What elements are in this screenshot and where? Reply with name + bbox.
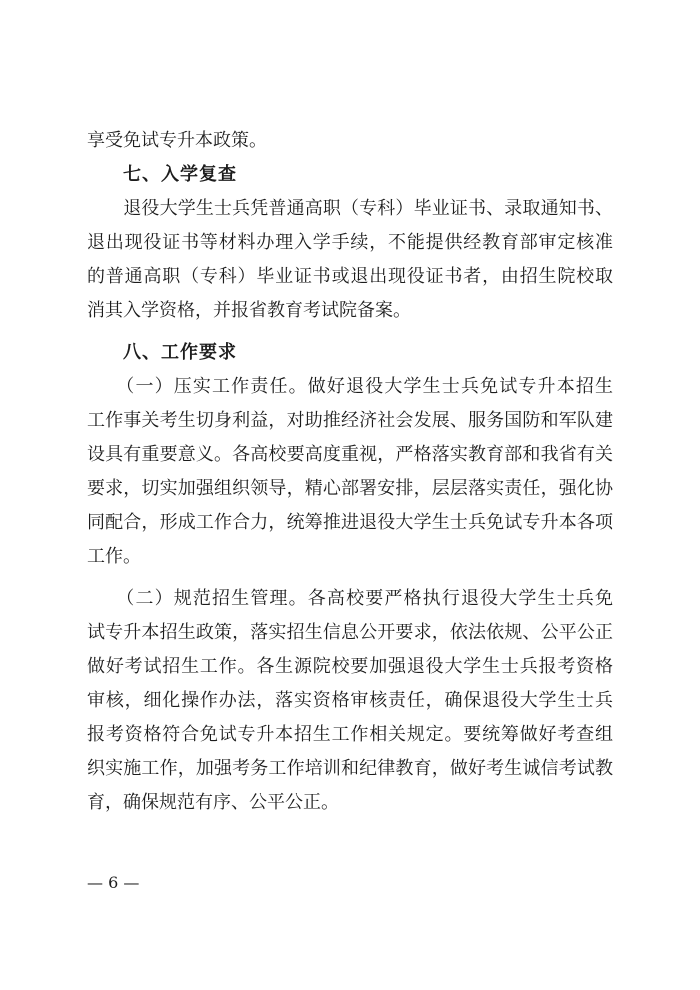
paragraph-line: 工作事关考生切身利益，对助推经济社会发展、服务国防和军队建 bbox=[87, 410, 613, 431]
paragraph-line: 设具有重要意义。各高校要高度重视，严格落实教育部和我省有关 bbox=[87, 444, 613, 465]
paragraph-line: 要求，切实加强组织领导，精心部署安排，层层落实责任，强化协 bbox=[87, 478, 613, 499]
paragraph-line: 工作。 bbox=[87, 546, 141, 567]
section-heading-admission-review: 七、入学复查 bbox=[123, 164, 237, 185]
paragraph-line: 退役大学生士兵凭普通高职（专科）毕业证书、录取通知书、 bbox=[87, 198, 613, 219]
paragraph-line: 报考资格符合免试专升本招生工作相关规定。要统筹做好考查组 bbox=[87, 724, 613, 745]
page-number: — 6 — bbox=[87, 873, 140, 892]
paragraph-line: 同配合，形成工作合力，统筹推进退役大学生士兵免试专升本各项 bbox=[87, 512, 613, 533]
paragraph-line: 做好考试招生工作。各生源院校要加强退役大学生士兵报考资格 bbox=[87, 656, 613, 677]
paragraph-line: 消其入学资格，并报省教育考试院备案。 bbox=[87, 300, 411, 321]
paragraph-line: （二）规范招生管理。各高校要严格执行退役大学生士兵免 bbox=[87, 588, 613, 609]
paragraph-line: 的普通高职（专科）毕业证书或退出现役证书者，由招生院校取 bbox=[87, 266, 613, 287]
paragraph-line: 育，确保规范有序、公平公正。 bbox=[87, 792, 339, 813]
paragraph-line: 织实施工作，加强考务工作培训和纪律教育，做好考生诚信考试教 bbox=[87, 758, 613, 779]
section-heading-work-requirements: 八、工作要求 bbox=[123, 342, 237, 363]
paragraph-line: 退出现役证书等材料办理入学手续，不能提供经教育部审定核准 bbox=[87, 232, 613, 253]
paragraph-line: （一）压实工作责任。做好退役大学生士兵免试专升本招生 bbox=[87, 376, 613, 397]
paragraph-line: 试专升本招生政策，落实招生信息公开要求，依法依规、公平公正 bbox=[87, 622, 613, 643]
paragraph-line: 审核，细化操作办法，落实资格审核责任，确保退役大学生士兵 bbox=[87, 690, 613, 711]
paragraph-line: 享受免试专升本政策。 bbox=[87, 130, 267, 151]
